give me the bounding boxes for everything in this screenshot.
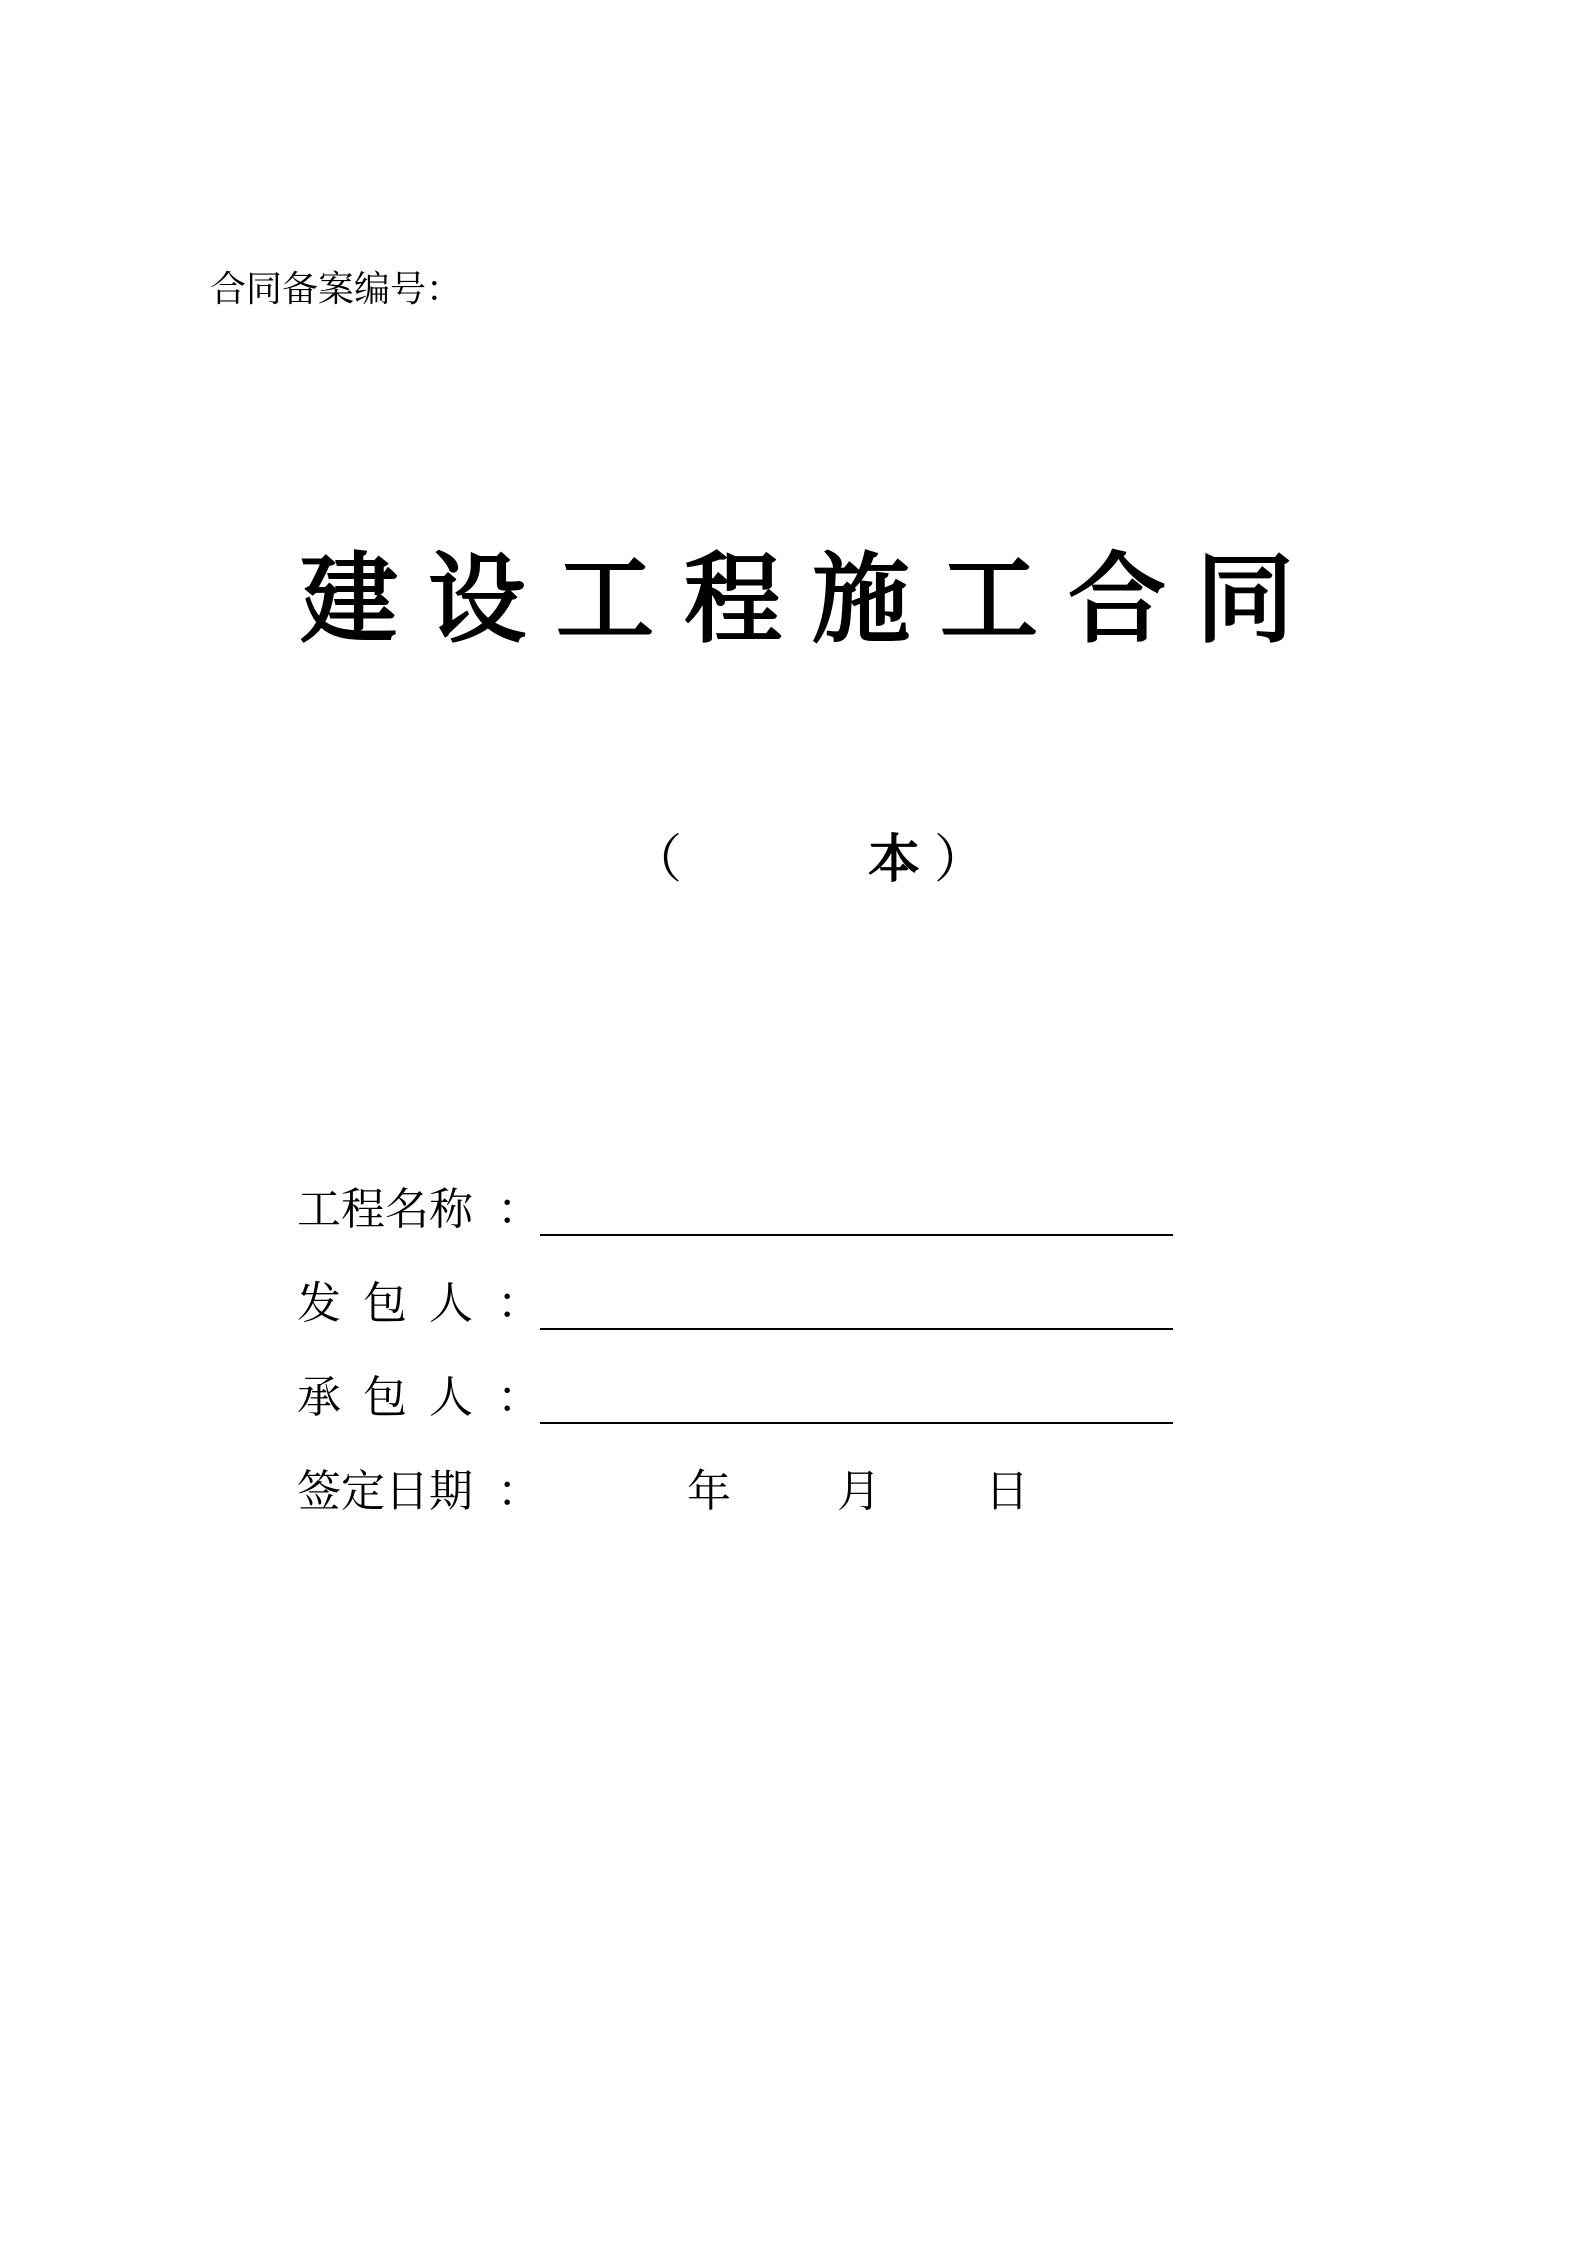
contractor-label: 承包人: [297, 1372, 495, 1423]
contractor-blank-line[interactable]: [540, 1422, 1173, 1424]
contract-record-number-label: 合同备案编号：: [210, 269, 463, 310]
copy-close-paren: ）: [934, 830, 987, 890]
document-title: 建设工程施工合同: [299, 543, 1324, 657]
sign-date-colon: ：: [497, 1466, 541, 1517]
sign-date-label: 签定日期: [297, 1466, 473, 1517]
field-project-name: [297, 1180, 1197, 1274]
field-employer: [297, 1274, 1197, 1368]
project-name-label: 工程名称: [297, 1184, 473, 1235]
contract-fields: [297, 1180, 1197, 1556]
sign-date-day: 日: [985, 1466, 1029, 1517]
sign-date-month: 月: [837, 1466, 881, 1517]
employer-colon: ：: [497, 1278, 541, 1329]
copy-word: 本: [868, 830, 921, 890]
project-name-colon: ：: [497, 1184, 541, 1235]
project-name-blank-line[interactable]: [540, 1234, 1173, 1236]
copy-open-paren: （: [630, 830, 683, 890]
copy-designation: [0, 825, 1594, 895]
field-contractor: [297, 1368, 1197, 1462]
employer-blank-line[interactable]: [540, 1328, 1173, 1330]
employer-label: 发包人: [297, 1278, 495, 1329]
field-sign-date: [297, 1462, 1197, 1556]
sign-date-year: 年: [687, 1466, 731, 1517]
contractor-colon: ：: [497, 1372, 541, 1423]
